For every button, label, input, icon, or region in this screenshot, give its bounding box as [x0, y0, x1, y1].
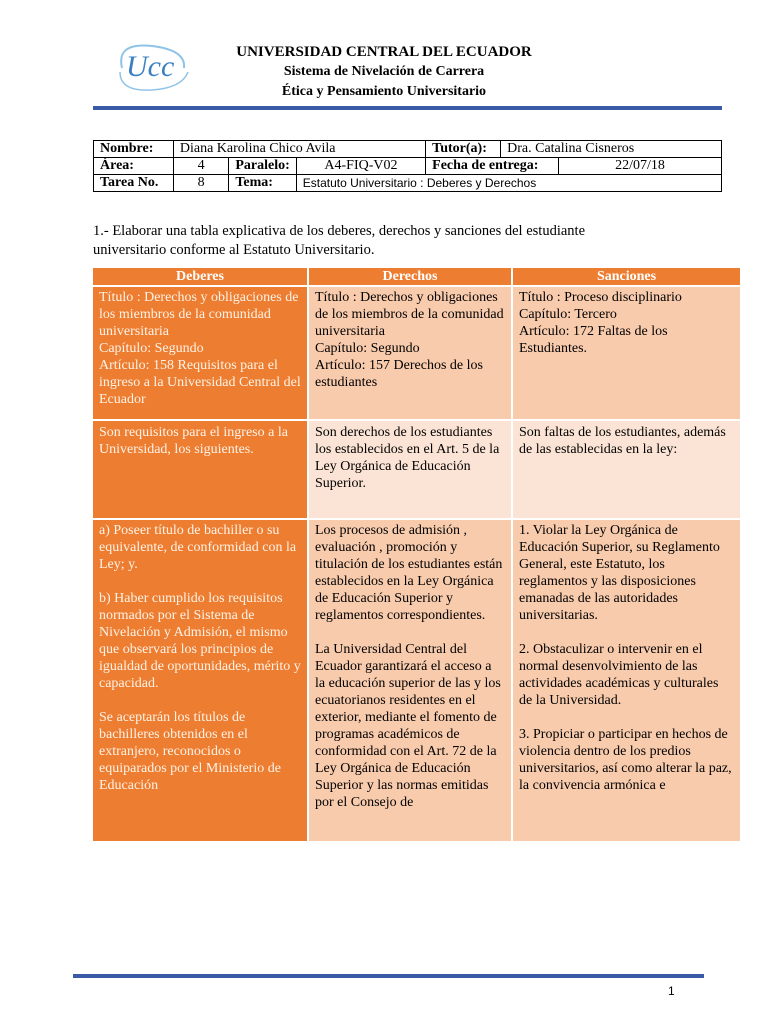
- row3-derechos-para-2: La Universidad Central del Ecuador garantizará el acceso a la educación superior de las y los ecuatorianos residentes en el exterior, mediante el fomento de programas académicos de conformidad con el Art. 72 de la Ley Orgánica de Educación Superior y las normas emitidas por el Consejo de: [315, 642, 501, 810]
- row1-sanciones-article: Artículo: 172 Faltas de los Estudiantes.: [519, 324, 668, 356]
- row1-deberes-chapter: Capítulo: Segundo: [99, 341, 204, 356]
- area-label: Área:: [94, 158, 174, 175]
- row3-sanciones-item-1: 1. Violar la Ley Orgánica de Educación Superior, su Reglamento General, este Estatuto, los reglamentos y las disposiciones emanadas de las autoridades universitarias.: [519, 523, 720, 623]
- tema-label: Tema:: [229, 175, 296, 192]
- course-name: Ética y Pensamiento Universitario: [281, 84, 487, 99]
- row1-sanciones: [513, 287, 740, 419]
- row1-derechos-chapter: Capítulo: Segundo: [315, 341, 420, 356]
- duties-rights-table: [93, 268, 740, 841]
- row1-deberes-article: Artículo: 158 Requisitos para el ingreso a la Universidad Central del Ecuador: [99, 358, 301, 407]
- tema-value: Estatuto Universitario : Deberes y Derechos: [296, 175, 721, 192]
- footer-rule: [73, 974, 704, 978]
- row1-deberes-title: Título : Derechos y obligaciones de los miembros de la comunidad universitaria: [99, 290, 299, 339]
- instruction-line-1: 1.- Elaborar una tabla explicativa de los deberes, derechos y sanciones del estudiante: [93, 223, 586, 239]
- row1-sanciones-title: Título : Proceso disciplinario: [519, 290, 682, 305]
- row2-deberes: [93, 421, 307, 518]
- header-derechos: Derechos: [309, 268, 511, 285]
- row3-derechos: [309, 520, 511, 841]
- area-value: 4: [173, 158, 228, 175]
- row1-deberes: [93, 287, 307, 419]
- student-info-table: [93, 140, 722, 192]
- university-name: UNIVERSIDAD CENTRAL DEL ECUADOR: [236, 44, 532, 60]
- header-deberes: Deberes: [93, 268, 307, 285]
- row3-derechos-para-1: Los procesos de admisión , evaluación , promoción y titulación de los estudiantes están establecidos en la Ley Orgánica de Educación Superior y reglamentos correspondientes.: [315, 523, 503, 623]
- row1-derechos-article: Artículo: 157 Derechos de los estudiantes: [315, 358, 483, 390]
- row2-sanciones: [513, 421, 740, 518]
- paralelo-value: A4-FIQ-V02: [296, 158, 425, 175]
- instruction-line-2: universitario conforme al Estatuto Universitario.: [93, 242, 375, 258]
- row1-derechos-title: Título : Derechos y obligaciones de los miembros de la comunidad universitaria: [315, 290, 504, 339]
- tarea-label: Tarea No.: [94, 175, 174, 192]
- program-name: Sistema de Nivelación de Carrera: [283, 64, 485, 79]
- svg-text:Ucc: Ucc: [126, 50, 175, 83]
- page-number: 1: [668, 984, 675, 998]
- row3-deberes-note: Se aceptarán los títulos de bachilleres obtenidos en el extranjero, reconocidos o equiparados por el Ministerio de Educación: [99, 710, 281, 793]
- fecha-value: 22/07/18: [559, 158, 722, 175]
- header-rule: [93, 106, 722, 110]
- nombre-label: Nombre:: [94, 141, 174, 158]
- tutor-value: Dra. Catalina Cisneros: [501, 141, 722, 158]
- tutor-label: Tutor(a):: [426, 141, 501, 158]
- row2-sanciones-text: Son faltas de los estudiantes, además de las establecidas en la ley:: [519, 425, 726, 457]
- row1-derechos: [309, 287, 511, 419]
- document-header: [0, 42, 768, 102]
- tarea-value: 8: [173, 175, 228, 192]
- nombre-value: Diana Karolina Chico Avila: [173, 141, 425, 158]
- row2-derechos: [309, 421, 511, 518]
- row2-derechos-text: Son derechos de los estudiantes los establecidos en el Art. 5 de la Ley Orgánica de Educación Superior.: [315, 425, 500, 491]
- row3-deberes: [93, 520, 307, 841]
- instruction-text: [93, 222, 733, 260]
- row3-deberes-item-a: a) Poseer título de bachiller o su equivalente, de conformidad con la Ley; y.: [99, 523, 297, 572]
- row2-deberes-text: Son requisitos para el ingreso a la Universidad, los siguientes.: [99, 425, 288, 457]
- row3-sanciones: [513, 520, 740, 841]
- row1-sanciones-chapter: Capítulo: Tercero: [519, 307, 617, 322]
- paralelo-label: Paralelo:: [229, 158, 296, 175]
- row3-deberes-item-b: b) Haber cumplido los requisitos normados por el Sistema de Nivelación y Admisión, el mismo que observará los principios de igualdad de oportunidades, mérito y capacidad.: [99, 591, 301, 691]
- row3-sanciones-item-2: 2. Obstaculizar o intervenir en el normal desenvolvimiento de las actividades académicas y culturales de la Universidad.: [519, 642, 719, 708]
- row3-sanciones-item-3: 3. Propiciar o participar en hechos de violencia dentro de los predios universitarios, así como alterar la paz, la convivencia armónica e: [519, 727, 732, 793]
- header-sanciones: Sanciones: [513, 268, 740, 285]
- fecha-label: Fecha de entrega:: [426, 158, 559, 175]
